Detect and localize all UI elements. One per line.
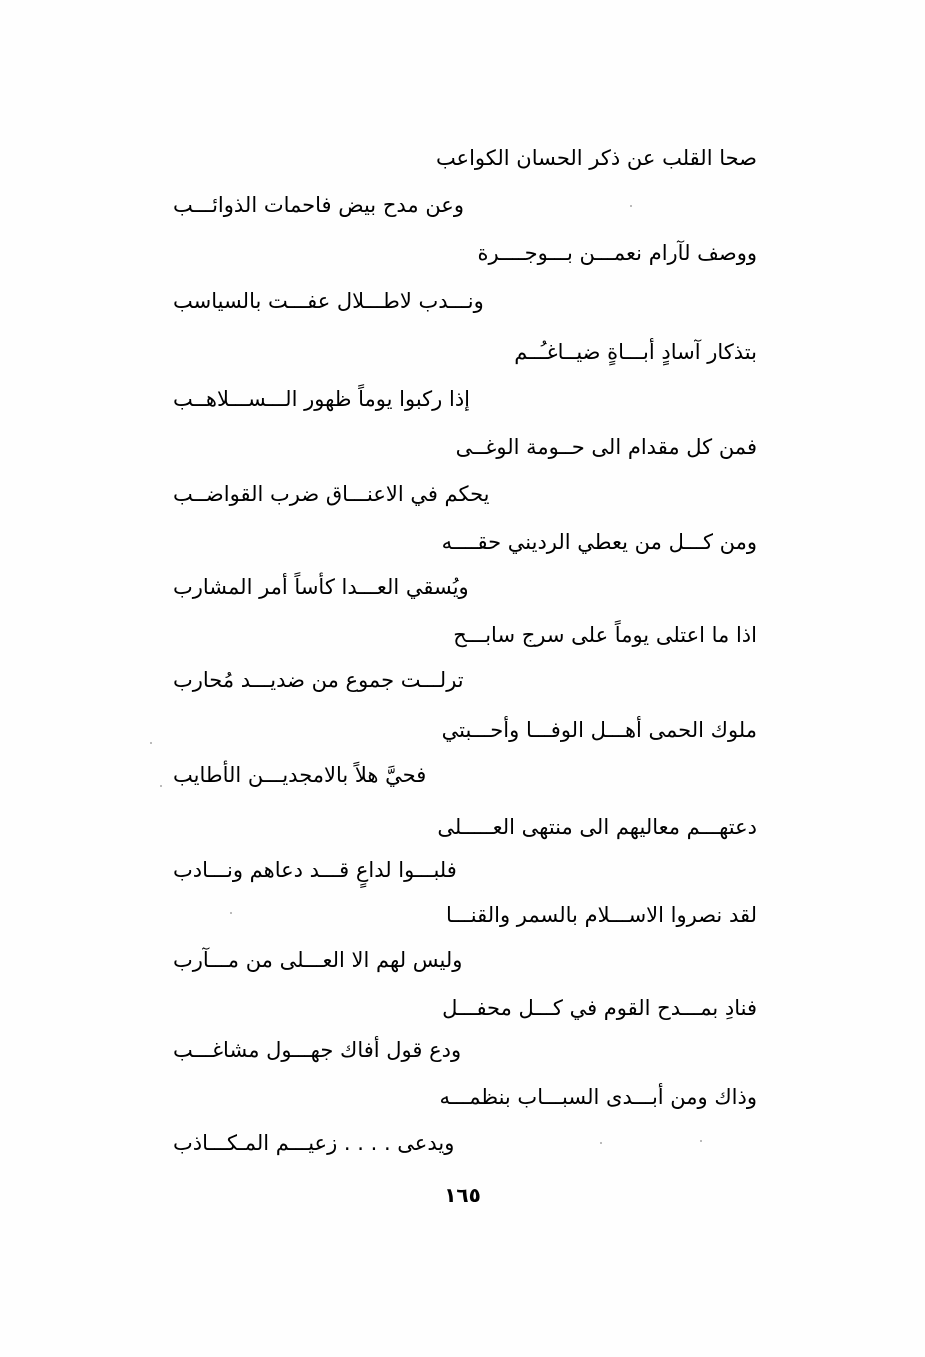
verse-11-first: وذاك ومن أبـــدى السبـــاب بنظمـــه <box>439 1085 757 1109</box>
verse-6-second: ترلـــت جموع من ضديـــد مُحارب <box>173 668 464 692</box>
verse-3-second: إذا ركبوا يوماً ظهور الـــســـلاهــب <box>173 387 471 411</box>
verse-4-second: يحكم في الاعنـــاق ضرب القواضــب <box>173 482 490 506</box>
scan-speck <box>230 912 232 914</box>
verse-4-first: فمن كل مقدام الى حــومة الوغــى <box>455 435 757 459</box>
verse-1-first: صحا القلب عن ذكر الحسان الكواعب <box>435 146 757 170</box>
scan-speck <box>160 785 162 787</box>
verse-1-second: وعن مدح بيض فاحمات الذوائـــب <box>173 193 464 217</box>
verse-5-first: ومن كـــل من يعطي الرديني حقــــه <box>441 530 757 554</box>
verse-2-second: ونـــدب لاطـــلال عفـــت بالسياسب <box>173 289 484 313</box>
verse-8-second: فلبـــوا لداعٍ قـــد دعاهم ونـــادب <box>173 858 457 882</box>
page-number: ١٦٥ <box>444 1183 481 1207</box>
verse-3-first: بتذكار آسادٍ أبـــاةٍ ضيــاغـُــم <box>514 340 757 364</box>
scan-speck <box>600 1142 602 1144</box>
scan-speck <box>630 205 632 207</box>
verse-10-first: فنادِ بمـــدح القوم في كـــل محفـــل <box>442 996 757 1020</box>
verse-2-first: ووصف لآرام نعمـــن بـــوجــــرة <box>477 241 757 265</box>
verse-7-second: فحيَّ هلاً بالامجديـــن الأطايب <box>173 763 427 787</box>
verse-9-first: لقد نصروا الاســـلام بالسمر والقنـــا <box>445 903 757 927</box>
verse-9-second: وليس لهم الا العـــلى من مـــآرب <box>173 948 463 972</box>
scan-speck <box>150 742 152 744</box>
verse-8-first: دعتهـــم معاليهم الى منتهى العـــــلى <box>437 815 757 839</box>
verse-11-second: ويدعى . . . . زعيـــم المـكـــاذب <box>173 1131 455 1155</box>
verse-5-second: ويُسقي العـــدا كأساً أمر المشارب <box>173 575 469 599</box>
verse-6-first: اذا ما اعتلى يوماً على سرج سابـــح <box>453 623 757 647</box>
scan-speck <box>700 1140 702 1142</box>
verse-7-first: ملوك الحمى أهـــل الوفـــا وأحـــبتي <box>441 718 757 742</box>
verse-10-second: ودع قول أفاك جهـــول مشاغـــب <box>173 1038 462 1062</box>
